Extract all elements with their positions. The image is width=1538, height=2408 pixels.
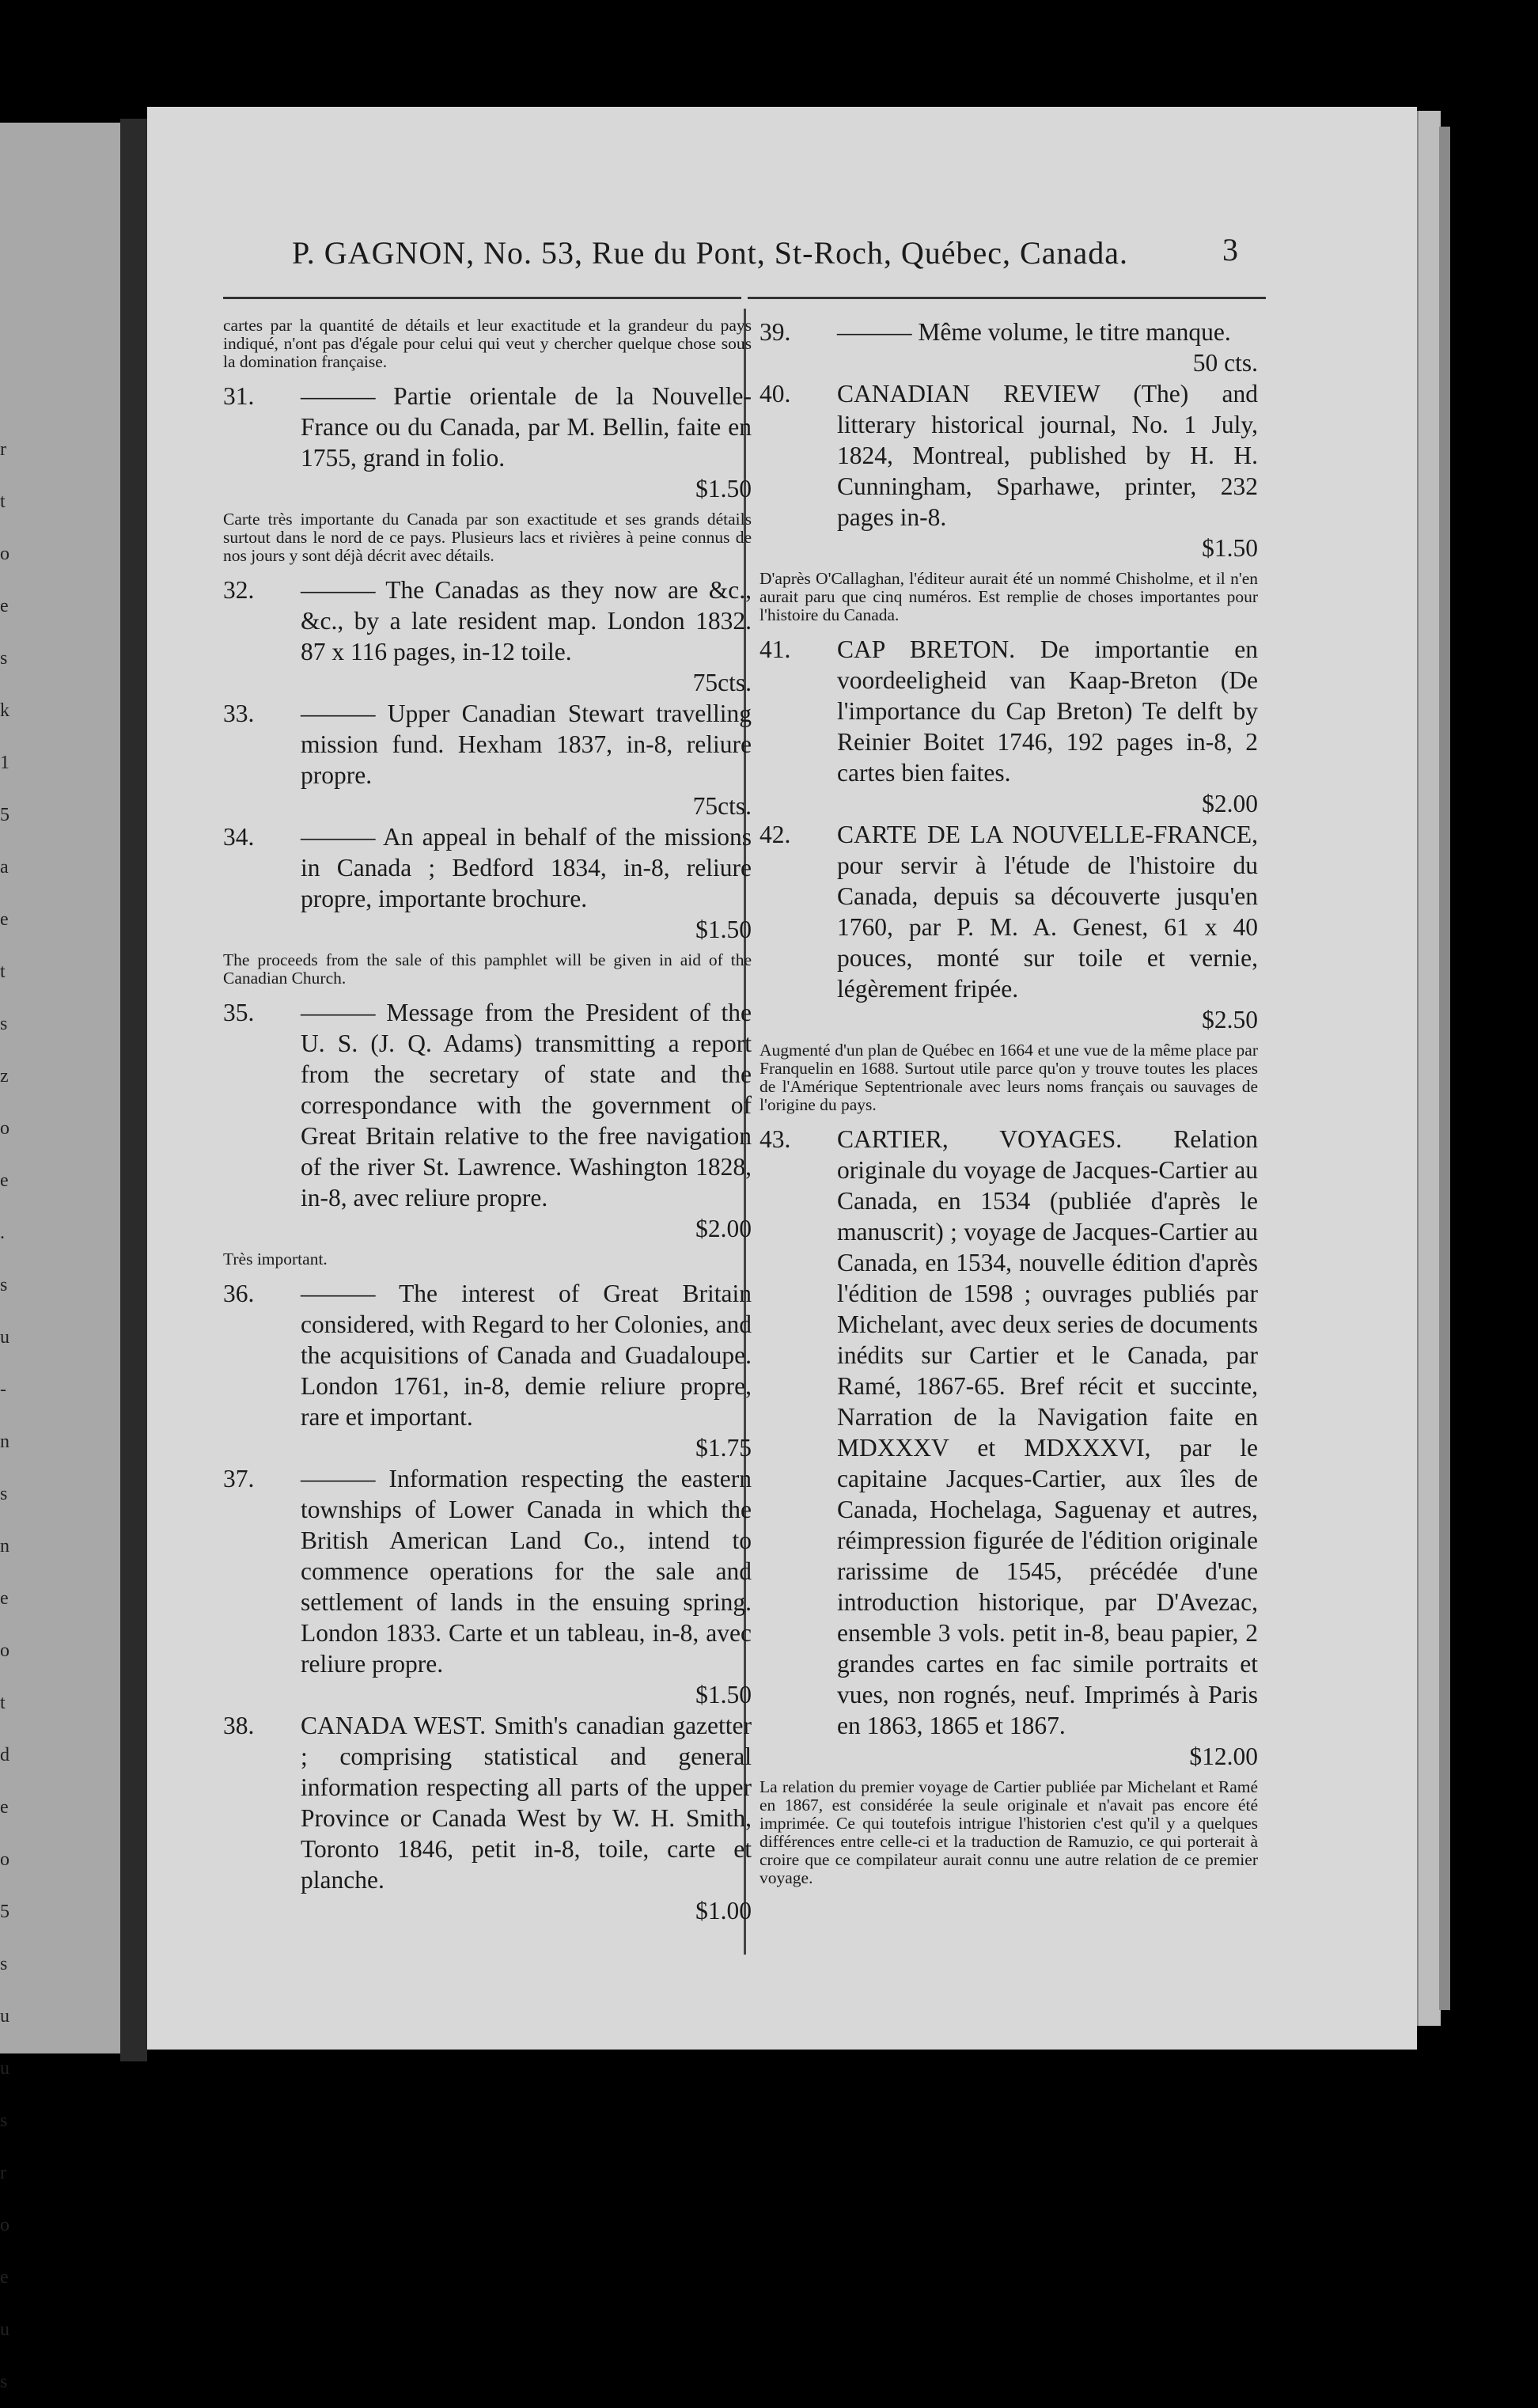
left-entries bbox=[223, 381, 752, 1926]
entry-text: ——— Message from the President of the U. S. (J. Q. Adams) transmitting a report from the secretary of state and the correspondance with the government of Great Britain relative to the free navigation of the river St. Lawrence. Washington 1828, in-8, avec reliure propre. bbox=[301, 999, 752, 1212]
margin-glyph: . bbox=[0, 1223, 5, 1243]
margin-glyph: e bbox=[0, 596, 9, 616]
page-edge-shadow bbox=[1439, 127, 1450, 2010]
right-entries bbox=[760, 317, 1258, 1887]
entry-note: D'après O'Callaghan, l'éditeur aurait été un nommé Chisholme, et il n'en aurait paru que cinq numéros. Est remplie de choses importantes pour l'histoire du Canada. bbox=[760, 569, 1258, 624]
entry-price: 75cts. bbox=[692, 792, 752, 820]
entry-price: $1.75 bbox=[695, 1434, 752, 1462]
entry-price: $2.00 bbox=[695, 1215, 752, 1242]
catalog-entry bbox=[223, 381, 752, 504]
entry-price: $2.50 bbox=[1202, 1006, 1258, 1033]
entry-note: The proceeds from the sale of this pamphlet will be given in aid of the Canadian Church. bbox=[223, 950, 752, 988]
entry-note: Carte très importante du Canada par son exactitude et ses grands détails surtout dans le nord de ce pays. Plusieurs lacs et rivières à peine connus de nos jours y sont déjà décrit avec détails. bbox=[223, 510, 752, 565]
margin-glyph: 1 bbox=[0, 753, 9, 773]
facing-page-edge bbox=[0, 123, 120, 2392]
margin-glyph: z bbox=[0, 1066, 9, 1086]
catalog-entry bbox=[760, 317, 1258, 378]
entry-price: $2.00 bbox=[1202, 790, 1258, 817]
entry-text: CAP BRETON. De importantie en voordeeligheid van Kaap-Breton (De l'importance du Cap Breton) Te delft by Reinier Boitet 1746, 192 pages in-8, 2 cartes bien faites. bbox=[837, 635, 1258, 787]
entry-text: CANADA WEST. Smith's canadian gazetter ; comprising statistical and general information respecting all parts of the upper Province or Canada West by W. H. Smith, Toronto 1846, petit in-8, toile, carte et planche. bbox=[301, 1712, 752, 1894]
margin-glyph: s bbox=[0, 1954, 8, 1974]
catalog-entry bbox=[223, 1710, 752, 1926]
margin-glyph: u bbox=[0, 2319, 9, 2340]
margin-glyph: e bbox=[0, 1170, 9, 1191]
entry-note: Très important. bbox=[223, 1250, 328, 1268]
margin-glyph: n bbox=[0, 1536, 9, 1557]
margin-glyph: a bbox=[0, 857, 9, 878]
entry-number: 39. bbox=[760, 318, 791, 346]
entry-price: $1.50 bbox=[1202, 534, 1258, 562]
catalog-entry bbox=[223, 1278, 752, 1463]
margin-glyph: 5 bbox=[0, 1902, 9, 1922]
margin-glyph: s bbox=[0, 2372, 8, 2392]
entry-text: ——— Information respecting the eastern townships of Lower Canada in which the British American Land Co., intend to commence operations for the sale and settlement of lands in the ensuing spring. London 1833. Carte et un tableau, in-8, avec reliure propre. bbox=[301, 1465, 752, 1678]
margin-glyph: e bbox=[0, 909, 9, 930]
entry-number: 32. bbox=[223, 576, 255, 604]
margin-glyph: s bbox=[0, 648, 8, 669]
catalog-entry bbox=[223, 698, 752, 821]
entry-text: ——— The interest of Great Britain considered, with Regard to her Colonies, and the acquisitions of Canada and Guadaloupe. London 1761, in-8, demie reliure propre, rare et important. bbox=[301, 1280, 752, 1431]
page-edge-stack bbox=[1417, 111, 1441, 2026]
entry-text: ——— An appeal in behalf of the missions in Canada ; Bedford 1834, in-8, reliure propre, importante brochure. bbox=[301, 823, 752, 912]
margin-glyph: o bbox=[0, 1118, 9, 1139]
header-rule-right bbox=[748, 297, 1266, 299]
margin-glyph: 5 bbox=[0, 805, 9, 825]
entry-number: 36. bbox=[223, 1280, 255, 1307]
entry-note: La relation du premier voyage de Cartier publiée par Michelant et Ramé en 1867, est considérée la seule originale et n'avait pas encore été imprimée. Ce qui toutefois intrigue l'historien c'est qu'il y a quelques différences entre celle-ci et la traduction de Ramuzio, ce qui porterait à croire que ce compilateur aurait connu une autre relation de ce premier voyage. bbox=[760, 1777, 1258, 1887]
margin-glyph: r bbox=[0, 2163, 6, 2183]
entry-number: 37. bbox=[223, 1465, 255, 1492]
margin-glyph: o bbox=[0, 544, 9, 564]
facing-page-text-fragments bbox=[0, 423, 19, 2408]
entry-text: CANADIAN REVIEW (The) and litterary historical journal, No. 1 July, 1824, Montreal, published by H. H. Cunningham, Sparhawe, printer, 232 pages in-8. bbox=[837, 380, 1258, 531]
entry-number: 43. bbox=[760, 1125, 791, 1153]
entry-price: 75cts. bbox=[692, 669, 752, 696]
entry-number: 35. bbox=[223, 999, 255, 1026]
entry-number: 33. bbox=[223, 700, 255, 727]
left-column bbox=[223, 317, 752, 1926]
margin-glyph: s bbox=[0, 1014, 8, 1034]
margin-glyph: s bbox=[0, 2110, 8, 2131]
entry-number: 40. bbox=[760, 380, 791, 408]
catalog-entry bbox=[223, 821, 752, 945]
margin-glyph: k bbox=[0, 700, 9, 721]
margin-glyph: t bbox=[0, 491, 6, 512]
entry-number: 31. bbox=[223, 382, 255, 410]
book-gutter bbox=[120, 119, 147, 2061]
catalog-entry bbox=[760, 819, 1258, 1035]
catalog-entry bbox=[760, 634, 1258, 819]
entry-number: 42. bbox=[760, 821, 791, 848]
entry-text: ——— Upper Canadian Stewart travelling mission fund. Hexham 1837, in-8, reliure propre. bbox=[301, 700, 752, 789]
margin-glyph: n bbox=[0, 1432, 9, 1452]
catalog-entry bbox=[760, 378, 1258, 563]
entry-number: 34. bbox=[223, 823, 255, 851]
margin-glyph: e bbox=[0, 1588, 9, 1609]
margin-glyph: o bbox=[0, 2215, 9, 2235]
margin-glyph: - bbox=[0, 1379, 6, 1400]
catalog-entry bbox=[223, 997, 752, 1244]
margin-glyph: u bbox=[0, 1327, 9, 1348]
margin-glyph: e bbox=[0, 1797, 9, 1818]
margin-glyph: d bbox=[0, 1745, 9, 1765]
margin-glyph: e bbox=[0, 2267, 9, 2288]
margin-glyph: u bbox=[0, 2006, 9, 2027]
margin-glyph: u bbox=[0, 2058, 9, 2079]
entry-note: Augmenté d'un plan de Québec en 1664 et une vue de la même place par Franquelin en 1688. Surtout utile parce qu'on y trouve toutes les places de l'Amérique Septentrionale avec leurs noms français ou sauvages de l'origine du pays. bbox=[760, 1041, 1258, 1114]
margin-glyph: t bbox=[0, 961, 6, 982]
running-header: P. GAGNON, No. 53, Rue du Pont, St-Roch, Québec, Canada. bbox=[291, 235, 1128, 271]
intro-note: cartes par la quantité de détails et leur exactitude et la grandeur du pays indiqué, n'ont pas d'égale pour celui qui veut y chercher quelque chose sous la domination française. bbox=[223, 316, 752, 371]
catalog-entry bbox=[760, 1124, 1258, 1772]
margin-glyph: s bbox=[0, 1275, 8, 1295]
margin-glyph: o bbox=[0, 1640, 9, 1661]
entry-number: 41. bbox=[760, 635, 791, 663]
margin-glyph: o bbox=[0, 1849, 9, 1870]
margin-glyph: t bbox=[0, 1693, 6, 1713]
entry-price: 50 cts. bbox=[1192, 349, 1258, 377]
entry-text: ——— The Canadas as they now are &c., &c., by a late resident map. London 1832. 87 x 116 pages, in-12 toile. bbox=[301, 576, 752, 666]
entry-price: $1.50 bbox=[695, 1681, 752, 1708]
margin-glyph: s bbox=[0, 1484, 8, 1504]
entry-price: $1.50 bbox=[695, 475, 752, 502]
right-column bbox=[760, 317, 1258, 1897]
catalog-entry bbox=[223, 575, 752, 698]
entry-text: CARTE DE LA NOUVELLE-FRANCE, pour servir à l'étude de l'histoire du Canada, depuis sa découverte jusqu'en 1760, par P. M. A. Genest, 61 x 40 pouces, monté sur toile et vernie, légèrement fripée. bbox=[837, 821, 1258, 1003]
entry-price: $1.00 bbox=[695, 1897, 752, 1925]
entry-price: $12.00 bbox=[1189, 1742, 1258, 1770]
page-number: 3 bbox=[1222, 232, 1238, 267]
catalog-entry bbox=[223, 1463, 752, 1710]
entry-text: ——— Même volume, le titre manque. bbox=[837, 318, 1231, 346]
entry-text: CARTIER, VOYAGES. Relation originale du voyage de Jacques-Cartier au Canada, en 1534 (publiée d'après le manuscrit) ; voyage de Jacques-Cartier au Canada, en 1534, nouvelle édition d'après l'édition de 1598 ; ouvrages publiés par Michelant, avec deux series de documents inédits sur Cartier et le Canada, par Ramé, 1867-65. Bref récit et succinte, Narration de la Navigation faite en MDXXXV et MDXXXVI, par le capitaine Jacques-Cartier, aux îles de Canada, Hochelaga, Saguenay et autres, réimpression figurée de l'édition originale rarissime de 1545, précédée d'une introduction historique, par D'Avezac, ensemble 3 vols. petit in-8, beau papier, 2 grandes cartes en fac simile portraits et vues, non rognés, neuf. Imprimés à Paris en 1863, 1865 et 1867. bbox=[837, 1125, 1258, 1739]
entry-number: 38. bbox=[223, 1712, 255, 1739]
margin-glyph: r bbox=[0, 439, 6, 460]
header-rule-left bbox=[223, 297, 741, 299]
entry-price: $1.50 bbox=[695, 916, 752, 943]
entry-text: ——— Partie orientale de la Nouvelle-France ou du Canada, par M. Bellin, faite en 1755, grand in folio. bbox=[301, 382, 752, 472]
